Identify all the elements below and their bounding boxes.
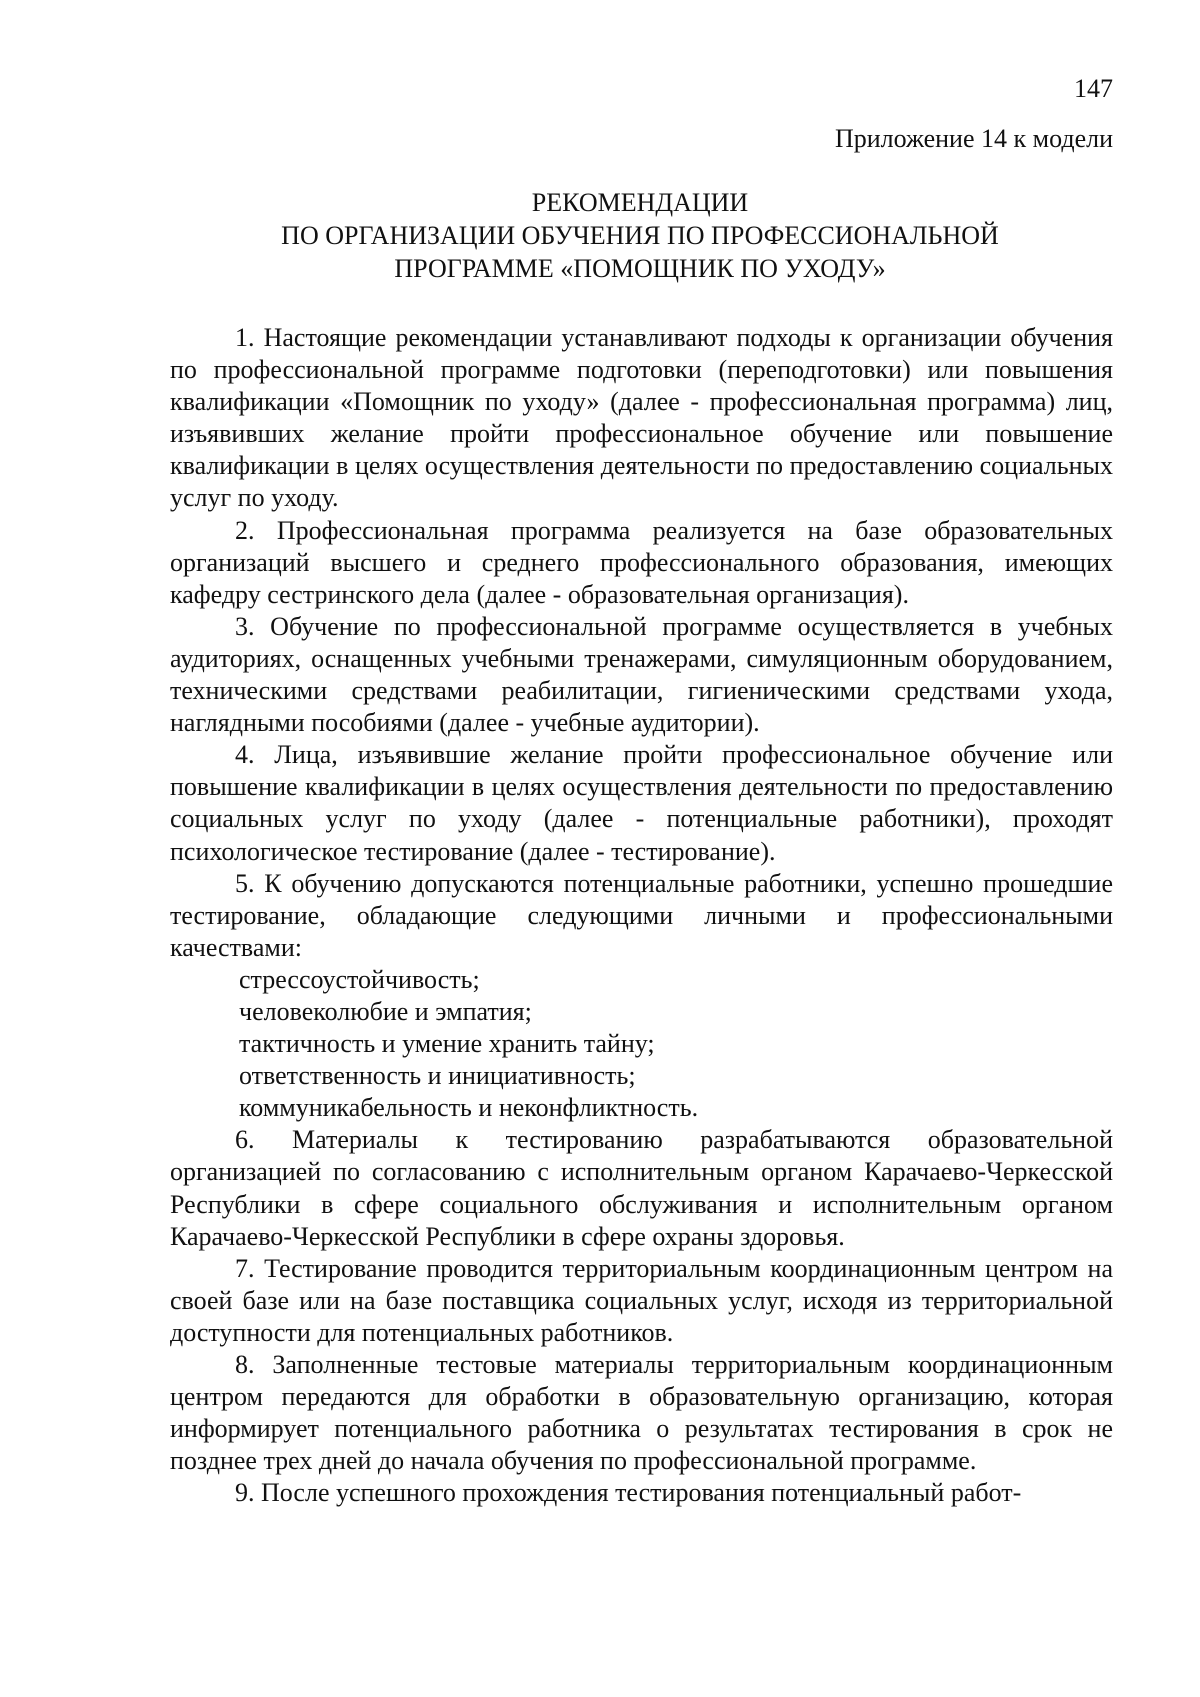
title-line: ПО ОРГАНИЗАЦИИ ОБУЧЕНИЯ ПО ПРОФЕССИОНАЛЬНОЙ: [281, 221, 999, 250]
quality-item: стрессоустойчивость;: [239, 964, 480, 994]
paragraph-9: 9. После успешного прохождения тестирования потенциальный работ-: [235, 1478, 1022, 1508]
quality-item: ответственность и инициативность;: [239, 1061, 636, 1091]
paragraph-5: 5. К обучению допускаются потенциальные работники, успешно прошедшие тестирование, обладающие следующими личными и профессиональными качествами:: [170, 868, 1113, 962]
quality-item: коммуникабельность и неконфликтность.: [239, 1093, 699, 1123]
quality-item: тактичность и умение хранить тайну;: [239, 1029, 655, 1059]
paragraph-2: 2. Профессиональная программа реализуется на базе образовательных организаций высшего и среднего профессионального образования, имеющих кафедру сестринского дела (далее - образовательная организация).: [170, 515, 1113, 609]
title-line: РЕКОМЕНДАЦИИ: [531, 188, 749, 217]
paragraph-7: 7. Тестирование проводится территориальным координационным центром на своей базе или на базе поставщика социальных услуг, исходя из территориальной доступности для потенциальных работников.: [170, 1253, 1113, 1347]
appendix-reference: Приложение 14 к модели: [834, 124, 1113, 153]
paragraph-8: 8. Заполненные тестовые материалы территориальным координационным центром передаются для обработки в образовательную организацию, которая информирует потенциального работника о результатах тестирования в срок не позднее трех дней до начала обучения по профессиональной программе.: [170, 1350, 1113, 1476]
document-body: [170, 322, 1113, 1509]
paragraph-3: 3. Обучение по профессиональной программе осуществляется в учебных аудиториях, оснащенных учебными тренажерами, симуляционным оборудованием, техническими средствами реабилитации, гигиеническими средствами ухода, наглядными пособиями (далее - учебные аудитории).: [170, 611, 1113, 738]
paragraph-4: 4. Лица, изъявившие желание пройти профессиональное обучение или повышение квалификации в целях осуществления деятельности по предоставлению социальных услуг по уходу (далее - потенциальные работники), проходят психологическое тестирование (далее - тестирование).: [170, 740, 1113, 866]
document-title: [170, 186, 1110, 285]
page-number: 147: [1074, 74, 1113, 103]
paragraph-6: 6. Материалы к тестированию разрабатываются образовательной организацией по согласованию с исполнительным органом Карачаево-Черкесской Республики в сфере социального обслуживания и исполнительным органом Карачаево-Черкесской Республики в сфере охраны здоровья.: [170, 1125, 1113, 1251]
quality-item: человеколюбие и эмпатия;: [239, 996, 532, 1026]
title-line: ПРОГРАММЕ «ПОМОЩНИК ПО УХОДУ»: [394, 254, 886, 283]
paragraph-1: 1. Настоящие рекомендации устанавливают подходы к организации обучения по профессиональной программе подготовки (переподготовки) или повышения квалификации «Помощник по уходу» (далее - профессиональная программа) лиц, изъявивших желание пройти профессиональное обучение или повышение квалификации в целях осуществления деятельности по предоставлению социальных услуг по уходу.: [170, 323, 1113, 513]
